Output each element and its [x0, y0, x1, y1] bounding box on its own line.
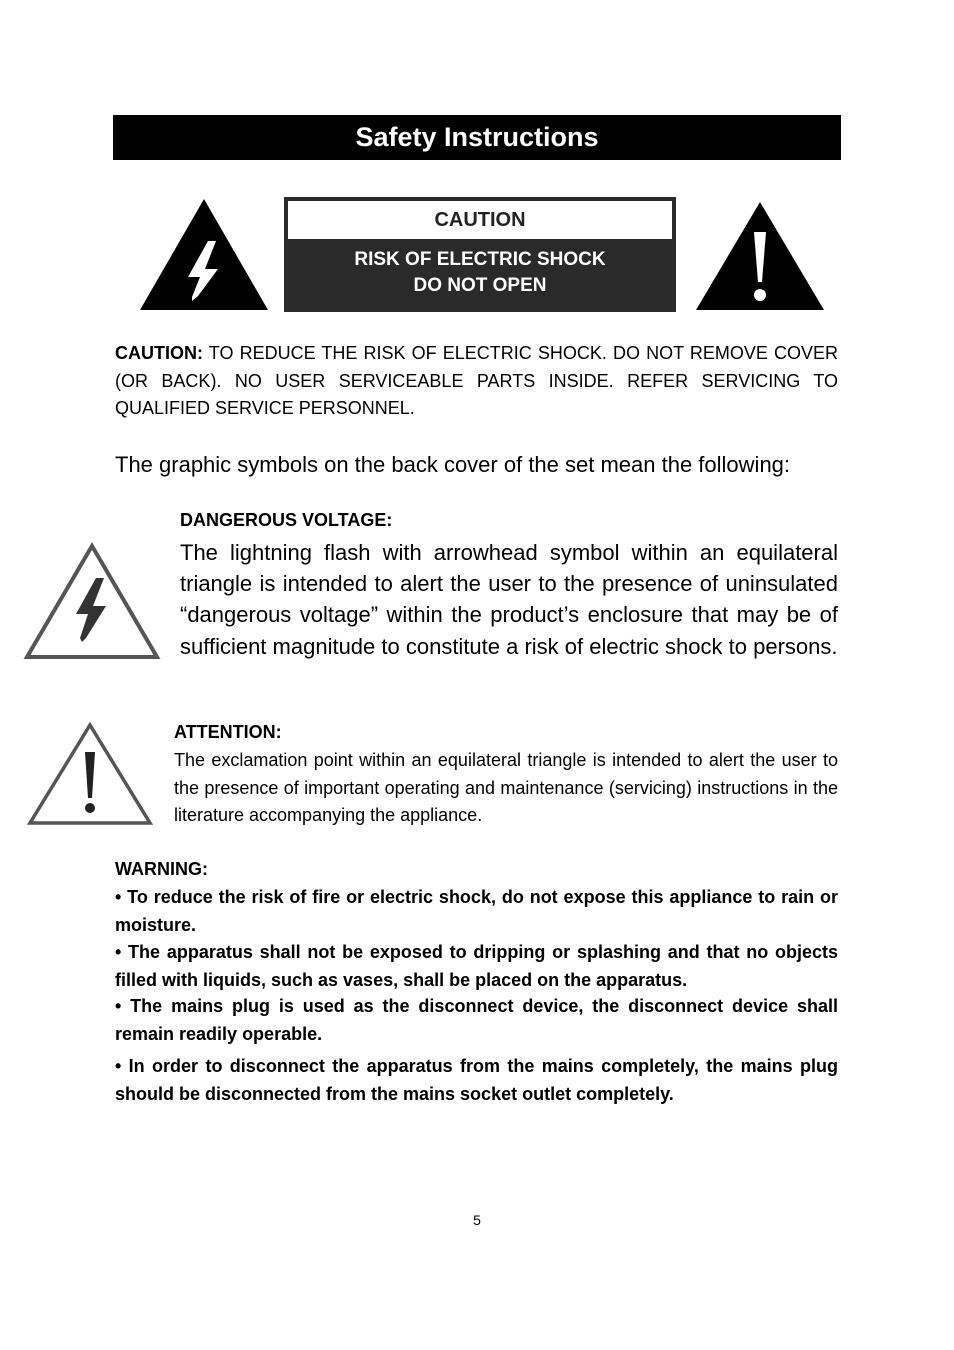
caution-label-body — [284, 247, 676, 299]
dangerous-voltage-icon — [22, 540, 162, 662]
warning-item-2: • The apparatus shall not be exposed to dripping or splashing and that no objects filled with liquids, such as vases, shall be placed on the apparatus. — [115, 942, 838, 990]
caution-paragraph-label: CAUTION: — [115, 343, 203, 363]
attention-heading: ATTENTION: — [174, 722, 282, 742]
caution-label-line1: RISK OF ELECTRIC SHOCK — [354, 249, 606, 270]
caution-label-box — [284, 197, 676, 312]
warning-heading: WARNING: — [115, 859, 208, 879]
dangerous-voltage-heading: DANGEROUS VOLTAGE: — [180, 510, 393, 530]
attention-text: The exclamation point within an equilateral triangle is intended to alert the user to the presence of important operating and maintenance (servicing) instructions in the literature accompanying the appliance. — [174, 750, 838, 825]
page-title — [113, 115, 841, 160]
caution-label-line2: DO NOT OPEN — [413, 275, 547, 296]
dangerous-voltage-text: The lightning flash with arrowhead symbol within an equilateral triangle is intended to alert the user to the presence of uninsulated “dangerous voltage” within the product’s enclosure that may be of sufficient magnitude to constitute a risk of electric shock to persons. — [180, 540, 838, 659]
symbols-intro: The graphic symbols on the back cover of the set mean the following: — [115, 452, 791, 477]
exclamation-triangle-icon — [694, 200, 826, 312]
warning-item-4: • In order to disconnect the apparatus from the mains completely, the mains plug should be disconnected from the mains socket outlet completely. — [115, 1056, 838, 1104]
caution-paragraph — [115, 340, 838, 423]
attention-icon — [26, 720, 154, 828]
page-number: 5 — [473, 1212, 481, 1228]
warning-item-3: • The mains plug is used as the disconnect device, the disconnect device shall remain readily operable. — [115, 996, 838, 1044]
warning-item-1: • To reduce the risk of fire or electric shock, do not expose this appliance to rain or moisture. — [115, 887, 838, 935]
caution-label-heading: CAUTION — [288, 201, 672, 239]
caution-paragraph-text: TO REDUCE THE RISK OF ELECTRIC SHOCK. DO NOT REMOVE COVER (OR BACK). NO USER SERVICEABLE PARTS INSIDE. REFER SERVICING TO QUALIFIED SERVICE PERSONNEL. — [115, 343, 838, 418]
lightning-triangle-icon — [138, 197, 270, 312]
page-title-text: Safety Instructions — [355, 122, 599, 152]
